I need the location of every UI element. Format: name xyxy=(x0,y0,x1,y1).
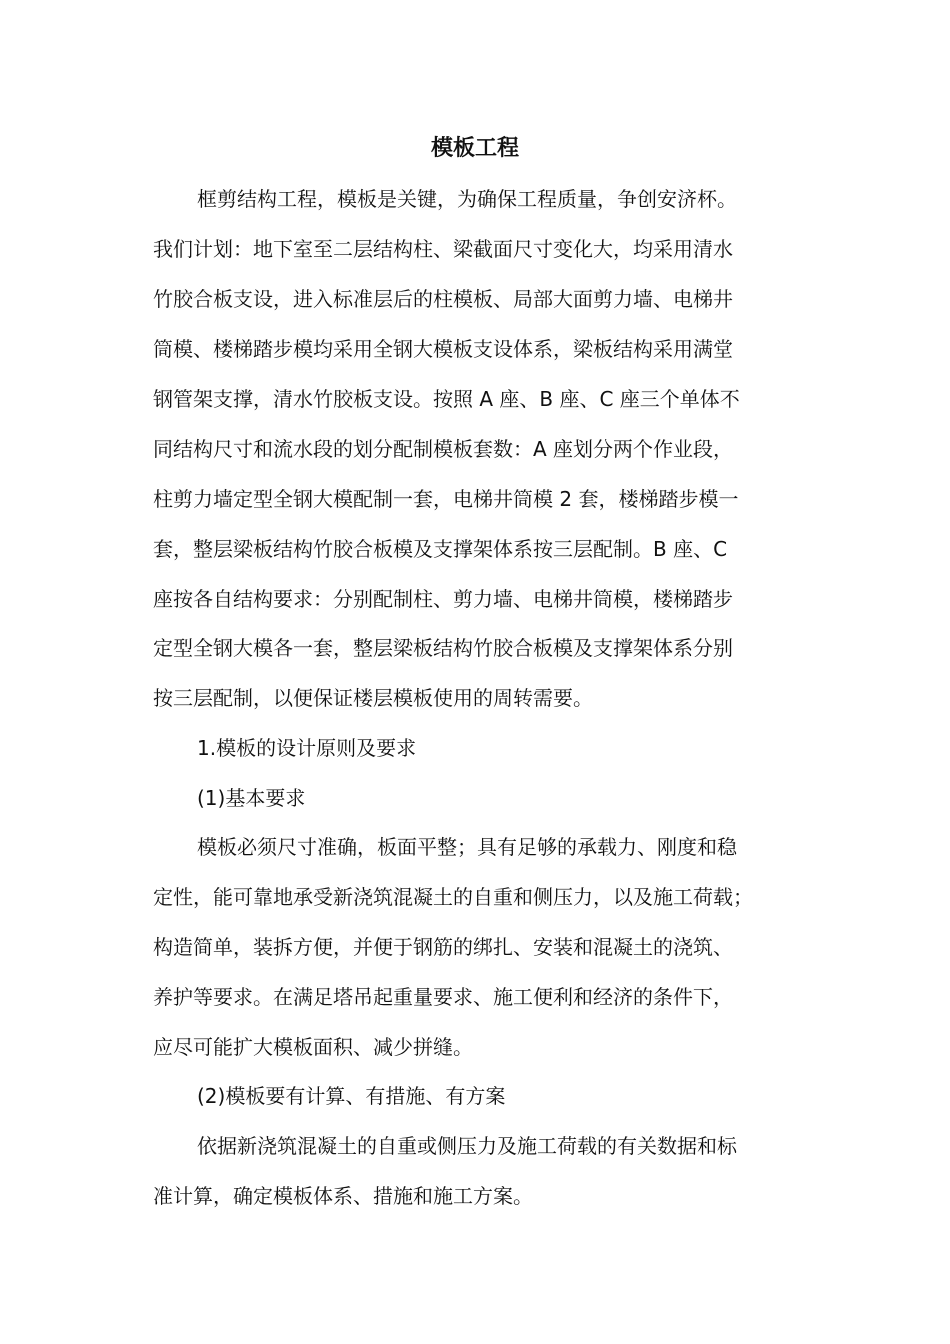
paragraph-line: 同结构尺寸和流水段的划分配制模板套数：A 座划分两个作业段， xyxy=(153,437,734,461)
paragraph-line: 依据新浇筑混凝土的自重或侧压力及施工荷载的有关数据和标 xyxy=(197,1134,737,1158)
subsection-heading: (1)基本要求 xyxy=(197,786,306,810)
paragraph-line: 按三层配制，以便保证楼层模板使用的周转需要。 xyxy=(153,686,593,710)
paragraph-line: 准计算，确定模板体系、措施和施工方案。 xyxy=(153,1184,533,1208)
paragraph-line: 竹胶合板支设，进入标准层后的柱模板、局部大面剪力墙、电梯井 xyxy=(153,287,733,311)
page-title: 模板工程 xyxy=(430,136,519,161)
paragraph-line: 养护等要求。在满足塔吊起重量要求、施工便利和经济的条件下， xyxy=(153,985,733,1009)
subsection-heading: (2)模板要有计算、有措施、有方案 xyxy=(197,1084,506,1108)
paragraph-line: 模板必须尺寸准确，板面平整；具有足够的承载力、刚度和稳 xyxy=(197,835,737,859)
paragraph-line: 柱剪力墙定型全钢大模配制一套，电梯井筒模 2 套，楼梯踏步模一 xyxy=(153,487,739,511)
paragraph-line: 套，整层梁板结构竹胶合板模及支撑架体系按三层配制。B 座、C xyxy=(153,537,728,561)
paragraph-line: 钢管架支撑，清水竹胶板支设。按照 A 座、B 座、C 座三个单体不 xyxy=(153,387,740,411)
paragraph-line: 我们计划：地下室至二层结构柱、梁截面尺寸变化大，均采用清水 xyxy=(153,237,733,261)
paragraph-line: 框剪结构工程，模板是关键，为确保工程质量，争创安济杯。 xyxy=(197,187,737,211)
paragraph-line: 定性，能可靠地承受新浇筑混凝土的自重和侧压力，以及施工荷载； xyxy=(153,885,753,909)
paragraph-line: 筒模、楼梯踏步模均采用全钢大模板支设体系，梁板结构采用满堂 xyxy=(153,337,733,361)
paragraph-line: 构造简单，装拆方便，并便于钢筋的绑扎、安装和混凝土的浇筑、 xyxy=(153,935,733,959)
paragraph-line: 座按各自结构要求：分别配制柱、剪力墙、电梯井筒模，楼梯踏步 xyxy=(153,587,733,611)
section-heading: 1.模板的设计原则及要求 xyxy=(197,736,417,760)
paragraph-line: 应尽可能扩大模板面积、减少拼缝。 xyxy=(153,1035,473,1059)
paragraph-line: 定型全钢大模各一套，整层梁板结构竹胶合板模及支撑架体系分别 xyxy=(153,636,733,660)
